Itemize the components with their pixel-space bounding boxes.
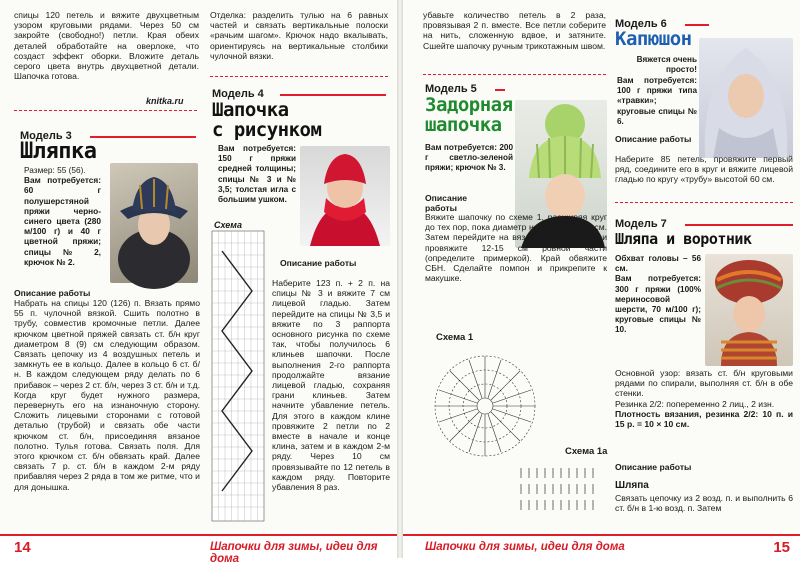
model4-photo	[300, 146, 390, 246]
model7-title: Шляпа и воротник	[615, 230, 752, 248]
model3-specs	[24, 165, 101, 277]
model7-materials: Вам потребуется: 300 г пряжи (100% мериносовой шерсти, 70 м/100 г); круговые спицы № 10.	[615, 274, 701, 335]
model5-title-line1: Задорная	[425, 94, 513, 116]
model7-patterns	[615, 368, 793, 476]
model4-title-line1: Шапочка	[212, 99, 289, 121]
model6-rule	[685, 24, 709, 26]
footer-title-left: Шапочки для зимы, идеи для дома	[210, 541, 378, 565]
model4-chart	[212, 231, 264, 521]
scheme1a-diagram	[515, 460, 607, 518]
right-footer	[403, 534, 800, 558]
watermark: knitka.ru	[146, 96, 184, 106]
model7-rib: Резинка 2/2: попеременно 2 лиц., 2 изн.	[615, 398, 775, 409]
model7-desc: Связать цепочку из 2 возд. п. и выполнить 6 ст. б/н в 1-ю возд. п. Затем	[615, 493, 793, 514]
model3-rule	[90, 136, 196, 138]
model6-desc-head: Описание работы	[615, 134, 692, 144]
model3-size: Размер: 55 (56).	[24, 165, 86, 175]
right-col1-intro: убавьте количество петель в 2 раза, провязывая 2 п. вместе. Все петли соберите на нить, сложенную вдвое, и затяните. Сшейте шапочку ручным трикотажным швом.	[423, 10, 606, 51]
page-number-left: 14	[14, 539, 31, 556]
model3-desc: Набрать на спицы 120 (126) п. Вязать прямо 55 п. чулочной вязкой. Сшить полотно в трубу, совместив кромочные петли. Далее крючком цветной пряжей связать ст. б/н круг диаметром 8 (9) см следующим образом. Связать цепочку из 4 воздушных петель и замкнуть ее в кольцо. Далее в кольцо 6 ст. б/н. В каждом следующем ряду делать по 6 прибавок – через 2 ст. б/н, через 3 ст. б/н и т.д. Когда круг будет нужного размера, перевернуть его на изнаночную сторону. Сложить лицевыми сторонами с готовой деталью (трубой) и связать обе части крючком ст. б/н, присоединяя вязаное полотно. Тулья готова. Связать поля. Для этого крючком ст. б/н обвязать край. Далее связать 7 р. ст. б/н в каждом 2-м ряду прибавляя через 2 ряда в том же ритме, что и для донышка.	[14, 298, 200, 492]
model7-density: Плотность вязания, резинка 2/2: 10 п. и 15 р. = 10 × 10 см.	[615, 408, 793, 430]
model7-photo	[705, 254, 793, 366]
model3-label: Модель 3	[20, 130, 72, 142]
page-number-right: 15	[773, 539, 790, 556]
scheme1a-label: Схема 1а	[565, 446, 608, 457]
model7-hat-label: Шляпа	[615, 480, 649, 491]
model6-photo	[699, 38, 793, 158]
model5-title-line2: шапочка	[425, 114, 502, 136]
model4-materials: Вам потребуется: 150 г пряжи средней толщины; спицы № 3 и № 3,5; толстая игла с большим ушком.	[218, 144, 296, 205]
left-col1-intro: спицы 120 петель и вяжите двухцветным узором круговыми рядами. Через 50 см закройте (свободно!) петли. Края обеих деталей обработайте на оверлоке, что создаст эффект оборки. Вложите деталь серого цвета внутрь двухцветной детали. Шапочка готова.	[14, 10, 199, 82]
model5-desc: Вяжите шапочку по схеме 1, расширяя круг до тех пор, пока диаметр не станет 16-17 см. Затем перейдите на вязание по схеме 1а и провяжите 12-15 см ровной части (определите примеркой). Край обвяжите СБН. Сделайте помпон и прикрепите к макушке.	[425, 212, 607, 284]
model3-title: Шляпка	[20, 139, 97, 164]
model6-label: Модель 6	[615, 18, 667, 30]
divider	[210, 76, 388, 77]
divider	[615, 202, 793, 203]
model7-pattern: Основной узор: вязать ст. б/н круговыми рядами по спирали, выполняя ст. б/н в обе стенки.	[615, 368, 793, 399]
model4-desc-head: Описание работы	[280, 258, 357, 268]
model7-label: Модель 7	[615, 218, 667, 230]
model7-desc-head: Описание работы	[615, 462, 692, 472]
scheme1-label: Схема 1	[436, 332, 474, 343]
model7-rule	[685, 224, 793, 226]
model3-desc-head: Описание работы	[14, 288, 91, 298]
model5-label: Модель 5	[425, 83, 477, 95]
model6-easy: Вяжется очень просто!	[636, 55, 697, 75]
model5-desc-head: Описание работы	[425, 193, 468, 214]
right-page	[403, 0, 800, 558]
model4-rule	[280, 94, 386, 96]
model5-materials: Вам потребуется: 200 г светло-зеленой пряжи; крючок № 3.	[425, 143, 513, 173]
model4-scheme-label: Схема	[214, 220, 242, 230]
model4-title-line2: с рисунком	[212, 119, 322, 141]
left-footer	[0, 534, 397, 565]
model5-rule	[495, 89, 505, 91]
model6-desc: Наберите 85 петель, провяжите первый ряд, соедините его в круг и вяжите лицевой гладью по кругу «трубу» высотой 60 см.	[615, 154, 793, 185]
divider	[14, 110, 197, 111]
left-col2-intro: Отделка: разделить тулью на 6 равных частей и связать вертикальные полоски «рачьим шагом». Крючок надо вкалывать, ориентируясь на вертикальные столбики чулочной вязки.	[210, 10, 388, 61]
model3-materials: Вам потребуется: 60 г полушерстяной пряжи черно-синего цвета (280 м/100 г) и 40 г цветной пряжи; спицы № 2, крючок № 2.	[24, 175, 101, 267]
footer-title-right: Шапочки для зимы, идеи для дома	[425, 541, 625, 553]
model3-photo	[110, 163, 198, 283]
scheme1-diagram	[425, 346, 545, 466]
model4-desc: Наберите 123 п. + 2 п. на спицы № 3 и вяжите 7 см лицевой гладью. Затем перейдите на спицы № 3,5 и вяжите по 3 раппорта основного рисунка по схеме так, чтобы получилось 6 клиньев шапочки. После выполнения 2-го раппорта продолжайте вязание лицевой гладью, сохраняя грани клиньев. Затем начните убавление петель. Для этого в каждом клине провяжите 2 петли по 2 вместе в начале и конце клина, затем и в каждом 2-м ряду. Через 10 см провязывайте по 12 петель в каждом ряду. Повторите убавления 8 раз.	[272, 278, 390, 493]
model6-title: Капюшон	[615, 28, 692, 50]
model7-specs	[615, 254, 701, 366]
divider	[423, 74, 606, 75]
left-page	[0, 0, 397, 565]
model6-materials: Вам потребуется: 100 г пряжи типа «травки»; круговые спицы № 6.	[617, 76, 697, 126]
model4-label: Модель 4	[212, 88, 264, 100]
model7-size: Обхват головы – 56 см.	[615, 254, 701, 274]
